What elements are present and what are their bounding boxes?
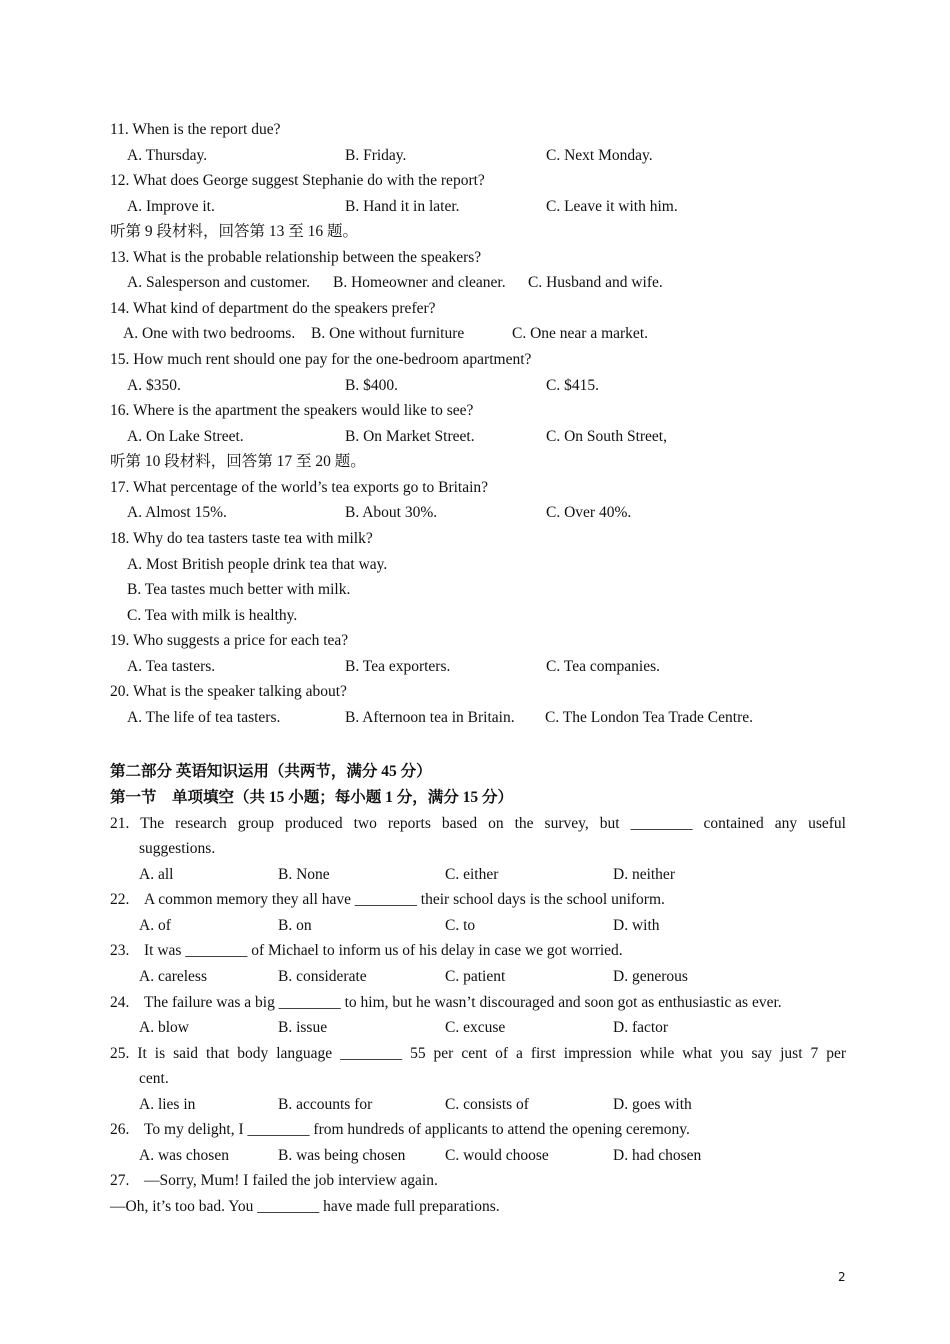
option-b: B. accounts for: [278, 1096, 373, 1113]
question-20-stem: 20. What is the speaker talking about?: [110, 683, 347, 700]
option-a: A. Most British people drink tea that way.: [127, 556, 388, 573]
question-13-stem: 13. What is the probable relationship between the speakers?: [110, 249, 482, 266]
option-b: B. Homeowner and cleaner.: [333, 274, 506, 291]
question-number: 24.: [110, 994, 130, 1011]
option-a: A. Tea tasters.: [127, 658, 216, 675]
option-c: C. Next Monday.: [546, 147, 653, 164]
option-c: C. would choose: [445, 1147, 549, 1164]
option-d: D. neither: [613, 866, 675, 883]
option-c: C. On South Street,: [546, 428, 667, 445]
question-text: A common memory they all have ________ their school days is the school uniform.: [144, 891, 665, 908]
option-b: B. Afternoon tea in Britain.: [345, 709, 515, 726]
option-c: C. $415.: [546, 377, 599, 394]
option-b: B. issue: [278, 1019, 328, 1036]
option-d: D. goes with: [613, 1096, 692, 1113]
page-number: 2: [838, 1270, 846, 1284]
option-c: C. Leave it with him.: [546, 198, 678, 215]
question-text: It was ________ of Michael to inform us of his delay in case we got worried.: [144, 942, 623, 959]
question-18-stem: 18. Why do tea tasters taste tea with milk?: [110, 530, 373, 547]
option-a: A. was chosen: [139, 1147, 229, 1164]
question-17-stem: 17. What percentage of the world’s tea exports go to Britain?: [110, 479, 489, 496]
question-11-stem: 11. When is the report due?: [110, 121, 281, 138]
option-b: B. Friday.: [345, 147, 407, 164]
question-15-stem: 15. How much rent should one pay for the one-bedroom apartment?: [110, 351, 532, 368]
question-number: 22.: [110, 891, 130, 908]
question-27-response: —Oh, it’s too bad. You ________ have made full preparations.: [110, 1198, 500, 1215]
option-b: B. Tea exporters.: [345, 658, 451, 675]
option-d: D. had chosen: [613, 1147, 702, 1164]
question-number: 23.: [110, 942, 130, 959]
question-25-stem: 25. It is said that body language ________ 55 per cent of a first impression while what you say just 7 per: [110, 1045, 846, 1062]
part-2-heading: 第二部分 英语知识运用（共两节，满分 45 分）: [110, 763, 432, 780]
option-b: B. on: [278, 917, 312, 934]
option-c: C. The London Tea Trade Centre.: [545, 709, 753, 726]
option-b: B. About 30%.: [345, 504, 438, 521]
option-c: C. Tea companies.: [546, 658, 660, 675]
option-c: C. either: [445, 866, 499, 883]
option-a: A. Almost 15%.: [127, 504, 227, 521]
option-a: A. On Lake Street.: [127, 428, 244, 445]
option-d: D. generous: [613, 968, 688, 985]
question-16-stem: 16. Where is the apartment the speakers would like to see?: [110, 402, 474, 419]
option-a: A. Thursday.: [127, 147, 208, 164]
question-19-stem: 19. Who suggests a price for each tea?: [110, 632, 349, 649]
question-text: —Sorry, Mum! I failed the job interview again.: [144, 1172, 438, 1189]
option-c: C. One near a market.: [512, 325, 648, 342]
section-10-instruction: 听第 10 段材料，回答第 17 至 20 题。: [110, 453, 366, 470]
option-a: A. Improve it.: [127, 198, 215, 215]
option-c: C. excuse: [445, 1019, 506, 1036]
option-d: D. factor: [613, 1019, 669, 1036]
option-b: B. One without furniture: [311, 325, 465, 342]
option-a: A. One with two bedrooms.: [123, 325, 296, 342]
option-b: B. Tea tastes much better with milk.: [127, 581, 351, 598]
option-b: B. On Market Street.: [345, 428, 475, 445]
question-25-stem-continued: cent.: [139, 1070, 169, 1087]
question-number: 27.: [110, 1172, 130, 1189]
option-b: B. considerate: [278, 968, 367, 985]
question-text: To my delight, I ________ from hundreds of applicants to attend the opening ceremony.: [144, 1121, 690, 1138]
question-14-stem: 14. What kind of department do the speakers prefer?: [110, 300, 436, 317]
option-c: C. to: [445, 917, 476, 934]
question-21-stem: 21. The research group produced two reports based on the survey, but ________ contained any useful: [110, 815, 846, 832]
option-c: C. Husband and wife.: [528, 274, 663, 291]
option-d: D. with: [613, 917, 660, 934]
option-a: A. blow: [139, 1019, 189, 1036]
option-a: A. The life of tea tasters.: [127, 709, 281, 726]
option-b: B. Hand it in later.: [345, 198, 460, 215]
option-a: A. careless: [139, 968, 207, 985]
option-c: C. consists of: [445, 1096, 529, 1113]
option-c: C. Tea with milk is healthy.: [127, 607, 298, 624]
option-b: B. was being chosen: [278, 1147, 406, 1164]
option-a: A. $350.: [127, 377, 181, 394]
option-b: B. None: [278, 866, 330, 883]
question-21-stem-continued: suggestions.: [139, 840, 216, 857]
option-a: A. lies in: [139, 1096, 196, 1113]
question-12-stem: 12. What does George suggest Stephanie do with the report?: [110, 172, 485, 189]
option-a: A. Salesperson and customer.: [127, 274, 310, 291]
question-number: 26.: [110, 1121, 130, 1138]
option-b: B. $400.: [345, 377, 398, 394]
section-1-heading: 第一节 单项填空（共 15 小题；每小题 1 分，满分 15 分）: [110, 789, 514, 806]
section-9-instruction: 听第 9 段材料，回答第 13 至 16 题。: [110, 223, 359, 240]
option-c: C. Over 40%.: [546, 504, 632, 521]
question-text: The failure was a big ________ to him, but he wasn’t discouraged and soon got as enthusiastic as ever.: [144, 994, 782, 1011]
option-a: A. of: [139, 917, 171, 934]
option-c: C. patient: [445, 968, 506, 985]
option-a: A. all: [139, 866, 174, 883]
